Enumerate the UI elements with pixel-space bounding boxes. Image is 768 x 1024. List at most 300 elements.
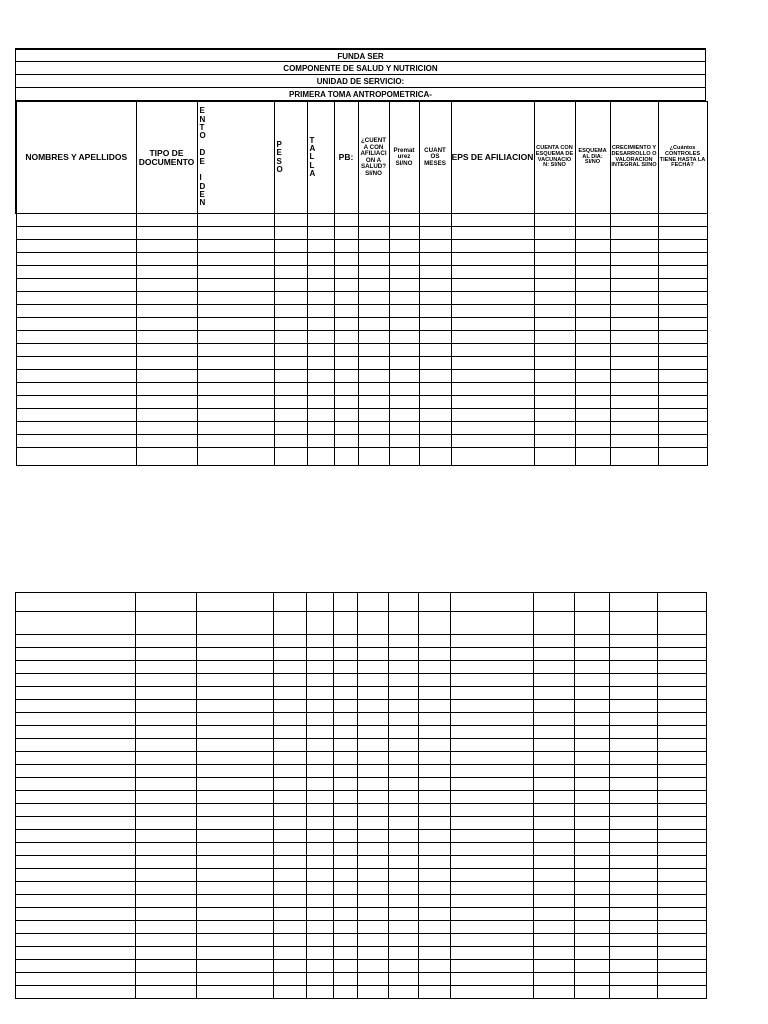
table-cell[interactable]	[16, 843, 136, 856]
table-cell[interactable]	[307, 383, 334, 396]
table-cell[interactable]	[16, 383, 136, 396]
table-cell[interactable]	[534, 687, 575, 700]
table-cell[interactable]	[197, 396, 274, 409]
table-cell[interactable]	[534, 713, 575, 726]
table-cell[interactable]	[575, 752, 610, 765]
table-cell[interactable]	[136, 713, 197, 726]
table-cell[interactable]	[534, 973, 575, 986]
table-cell[interactable]	[419, 214, 451, 227]
table-cell[interactable]	[307, 648, 334, 661]
table-cell[interactable]	[419, 292, 451, 305]
table-cell[interactable]	[358, 830, 389, 843]
table-cell[interactable]	[419, 318, 451, 331]
table-cell[interactable]	[610, 713, 658, 726]
table-cell[interactable]	[575, 726, 610, 739]
table-cell[interactable]	[658, 817, 707, 830]
table-cell[interactable]	[610, 817, 658, 830]
table-cell[interactable]	[358, 612, 389, 635]
table-cell[interactable]	[274, 635, 307, 648]
table-cell[interactable]	[534, 882, 575, 895]
table-cell[interactable]	[358, 409, 389, 422]
table-cell[interactable]	[136, 331, 197, 344]
table-cell[interactable]	[274, 422, 307, 435]
table-cell[interactable]	[534, 344, 575, 357]
table-cell[interactable]	[575, 856, 610, 869]
table-cell[interactable]	[389, 227, 419, 240]
table-cell[interactable]	[658, 739, 707, 752]
table-cell[interactable]	[575, 986, 610, 999]
table-cell[interactable]	[197, 635, 274, 648]
table-cell[interactable]	[419, 435, 451, 448]
table-cell[interactable]	[197, 344, 274, 357]
table-cell[interactable]	[610, 804, 658, 817]
table-cell[interactable]	[575, 960, 610, 973]
table-cell[interactable]	[610, 843, 658, 856]
table-cell[interactable]	[16, 635, 136, 648]
table-cell[interactable]	[274, 409, 307, 422]
table-cell[interactable]	[274, 921, 307, 934]
table-cell[interactable]	[419, 635, 451, 648]
table-cell[interactable]	[610, 856, 658, 869]
table-cell[interactable]	[307, 882, 334, 895]
table-cell[interactable]	[658, 921, 707, 934]
table-cell[interactable]	[451, 765, 534, 778]
table-cell[interactable]	[534, 895, 575, 908]
table-cell[interactable]	[419, 843, 451, 856]
table-cell[interactable]	[197, 830, 274, 843]
table-cell[interactable]	[136, 739, 197, 752]
table-cell[interactable]	[610, 292, 658, 305]
table-cell[interactable]	[658, 253, 707, 266]
table-cell[interactable]	[575, 344, 610, 357]
table-cell[interactable]	[307, 856, 334, 869]
table-cell[interactable]	[16, 357, 136, 370]
table-cell[interactable]	[274, 713, 307, 726]
table-cell[interactable]	[451, 856, 534, 869]
table-cell[interactable]	[274, 960, 307, 973]
table-cell[interactable]	[534, 921, 575, 934]
table-cell[interactable]	[136, 934, 197, 947]
table-cell[interactable]	[658, 435, 707, 448]
table-cell[interactable]	[274, 435, 307, 448]
table-cell[interactable]	[451, 292, 534, 305]
table-cell[interactable]	[136, 843, 197, 856]
table-cell[interactable]	[389, 934, 419, 947]
table-cell[interactable]	[197, 357, 274, 370]
table-cell[interactable]	[16, 700, 136, 713]
table-cell[interactable]	[16, 648, 136, 661]
table-cell[interactable]	[274, 648, 307, 661]
table-cell[interactable]	[389, 422, 419, 435]
table-cell[interactable]	[197, 856, 274, 869]
table-cell[interactable]	[334, 305, 358, 318]
table-cell[interactable]	[419, 739, 451, 752]
table-cell[interactable]	[358, 214, 389, 227]
table-cell[interactable]	[658, 279, 707, 292]
table-cell[interactable]	[451, 791, 534, 804]
table-cell[interactable]	[334, 934, 358, 947]
table-cell[interactable]	[451, 661, 534, 674]
table-cell[interactable]	[534, 869, 575, 882]
table-cell[interactable]	[16, 409, 136, 422]
table-cell[interactable]	[307, 973, 334, 986]
table-cell[interactable]	[197, 882, 274, 895]
table-cell[interactable]	[534, 960, 575, 973]
table-cell[interactable]	[389, 713, 419, 726]
table-cell[interactable]	[136, 778, 197, 791]
table-cell[interactable]	[136, 804, 197, 817]
table-cell[interactable]	[307, 934, 334, 947]
table-cell[interactable]	[136, 726, 197, 739]
table-cell[interactable]	[610, 765, 658, 778]
table-cell[interactable]	[575, 687, 610, 700]
table-cell[interactable]	[197, 674, 274, 687]
table-cell[interactable]	[307, 817, 334, 830]
table-cell[interactable]	[274, 765, 307, 778]
table-cell[interactable]	[610, 960, 658, 973]
table-cell[interactable]	[358, 856, 389, 869]
table-cell[interactable]	[419, 817, 451, 830]
table-cell[interactable]	[307, 804, 334, 817]
table-cell[interactable]	[274, 253, 307, 266]
table-cell[interactable]	[419, 266, 451, 279]
table-cell[interactable]	[534, 635, 575, 648]
table-cell[interactable]	[610, 344, 658, 357]
table-cell[interactable]	[16, 778, 136, 791]
table-cell[interactable]	[334, 882, 358, 895]
table-cell[interactable]	[610, 305, 658, 318]
table-cell[interactable]	[307, 752, 334, 765]
table-cell[interactable]	[358, 357, 389, 370]
table-cell[interactable]	[274, 895, 307, 908]
table-cell[interactable]	[658, 934, 707, 947]
table-cell[interactable]	[197, 266, 274, 279]
table-cell[interactable]	[334, 435, 358, 448]
table-cell[interactable]	[389, 726, 419, 739]
table-cell[interactable]	[16, 435, 136, 448]
table-cell[interactable]	[575, 830, 610, 843]
table-cell[interactable]	[451, 409, 534, 422]
table-cell[interactable]	[419, 253, 451, 266]
table-cell[interactable]	[419, 973, 451, 986]
table-cell[interactable]	[451, 253, 534, 266]
table-cell[interactable]	[358, 253, 389, 266]
table-cell[interactable]	[658, 856, 707, 869]
table-cell[interactable]	[307, 370, 334, 383]
table-cell[interactable]	[334, 986, 358, 999]
table-cell[interactable]	[307, 396, 334, 409]
table-cell[interactable]	[136, 687, 197, 700]
table-cell[interactable]	[419, 830, 451, 843]
table-cell[interactable]	[307, 344, 334, 357]
table-cell[interactable]	[575, 357, 610, 370]
table-cell[interactable]	[451, 648, 534, 661]
table-cell[interactable]	[334, 383, 358, 396]
table-cell[interactable]	[197, 240, 274, 253]
table-cell[interactable]	[658, 612, 707, 635]
table-cell[interactable]	[307, 791, 334, 804]
table-cell[interactable]	[451, 396, 534, 409]
table-cell[interactable]	[197, 292, 274, 305]
table-cell[interactable]	[610, 593, 658, 612]
table-cell[interactable]	[389, 266, 419, 279]
table-cell[interactable]	[136, 895, 197, 908]
table-cell[interactable]	[575, 804, 610, 817]
table-cell[interactable]	[334, 674, 358, 687]
table-cell[interactable]	[451, 986, 534, 999]
table-cell[interactable]	[575, 674, 610, 687]
table-cell[interactable]	[658, 778, 707, 791]
table-cell[interactable]	[197, 947, 274, 960]
table-cell[interactable]	[334, 253, 358, 266]
table-cell[interactable]	[610, 973, 658, 986]
table-cell[interactable]	[610, 279, 658, 292]
table-cell[interactable]	[610, 921, 658, 934]
table-cell[interactable]	[358, 804, 389, 817]
table-cell[interactable]	[307, 227, 334, 240]
table-cell[interactable]	[307, 635, 334, 648]
table-cell[interactable]	[658, 830, 707, 843]
table-cell[interactable]	[274, 687, 307, 700]
table-cell[interactable]	[197, 435, 274, 448]
table-cell[interactable]	[358, 687, 389, 700]
table-cell[interactable]	[451, 869, 534, 882]
table-cell[interactable]	[334, 869, 358, 882]
table-cell[interactable]	[334, 370, 358, 383]
table-cell[interactable]	[197, 661, 274, 674]
table-cell[interactable]	[307, 435, 334, 448]
table-cell[interactable]	[610, 934, 658, 947]
table-cell[interactable]	[274, 227, 307, 240]
table-cell[interactable]	[575, 612, 610, 635]
table-cell[interactable]	[136, 947, 197, 960]
table-cell[interactable]	[136, 357, 197, 370]
table-cell[interactable]	[658, 895, 707, 908]
table-cell[interactable]	[610, 674, 658, 687]
table-cell[interactable]	[197, 752, 274, 765]
table-cell[interactable]	[658, 973, 707, 986]
table-cell[interactable]	[334, 612, 358, 635]
table-cell[interactable]	[575, 739, 610, 752]
table-cell[interactable]	[307, 240, 334, 253]
table-cell[interactable]	[334, 765, 358, 778]
table-cell[interactable]	[534, 370, 575, 383]
table-cell[interactable]	[358, 947, 389, 960]
table-cell[interactable]	[274, 318, 307, 331]
table-cell[interactable]	[451, 843, 534, 856]
table-cell[interactable]	[610, 947, 658, 960]
table-cell[interactable]	[658, 266, 707, 279]
table-cell[interactable]	[16, 674, 136, 687]
table-cell[interactable]	[136, 882, 197, 895]
table-cell[interactable]	[389, 344, 419, 357]
table-cell[interactable]	[534, 830, 575, 843]
table-cell[interactable]	[136, 214, 197, 227]
table-cell[interactable]	[610, 396, 658, 409]
table-cell[interactable]	[136, 869, 197, 882]
table-cell[interactable]	[419, 240, 451, 253]
table-cell[interactable]	[197, 895, 274, 908]
table-cell[interactable]	[419, 648, 451, 661]
table-cell[interactable]	[334, 396, 358, 409]
table-cell[interactable]	[16, 593, 136, 612]
table-cell[interactable]	[136, 791, 197, 804]
table-cell[interactable]	[389, 396, 419, 409]
table-cell[interactable]	[534, 778, 575, 791]
table-cell[interactable]	[16, 253, 136, 266]
table-cell[interactable]	[16, 960, 136, 973]
table-cell[interactable]	[451, 305, 534, 318]
table-cell[interactable]	[334, 635, 358, 648]
table-cell[interactable]	[197, 700, 274, 713]
table-cell[interactable]	[389, 409, 419, 422]
table-cell[interactable]	[136, 700, 197, 713]
table-cell[interactable]	[334, 830, 358, 843]
table-cell[interactable]	[274, 661, 307, 674]
table-cell[interactable]	[419, 856, 451, 869]
table-cell[interactable]	[16, 921, 136, 934]
table-cell[interactable]	[658, 700, 707, 713]
table-cell[interactable]	[419, 726, 451, 739]
table-cell[interactable]	[419, 934, 451, 947]
table-cell[interactable]	[419, 882, 451, 895]
table-cell[interactable]	[658, 986, 707, 999]
table-cell[interactable]	[197, 383, 274, 396]
table-cell[interactable]	[16, 804, 136, 817]
table-cell[interactable]	[307, 266, 334, 279]
table-cell[interactable]	[389, 856, 419, 869]
table-cell[interactable]	[136, 422, 197, 435]
table-cell[interactable]	[307, 895, 334, 908]
table-cell[interactable]	[197, 227, 274, 240]
table-cell[interactable]	[307, 921, 334, 934]
table-cell[interactable]	[358, 843, 389, 856]
table-cell[interactable]	[274, 882, 307, 895]
table-cell[interactable]	[451, 318, 534, 331]
table-cell[interactable]	[451, 908, 534, 921]
table-cell[interactable]	[534, 752, 575, 765]
table-cell[interactable]	[419, 700, 451, 713]
table-cell[interactable]	[419, 331, 451, 344]
table-cell[interactable]	[575, 253, 610, 266]
table-cell[interactable]	[274, 331, 307, 344]
table-cell[interactable]	[197, 612, 274, 635]
table-cell[interactable]	[389, 700, 419, 713]
table-cell[interactable]	[389, 279, 419, 292]
table-cell[interactable]	[658, 227, 707, 240]
table-cell[interactable]	[334, 648, 358, 661]
table-cell[interactable]	[274, 739, 307, 752]
table-cell[interactable]	[658, 214, 707, 227]
table-cell[interactable]	[197, 869, 274, 882]
table-cell[interactable]	[575, 318, 610, 331]
table-cell[interactable]	[307, 986, 334, 999]
table-cell[interactable]	[307, 422, 334, 435]
table-cell[interactable]	[451, 739, 534, 752]
table-cell[interactable]	[534, 253, 575, 266]
table-cell[interactable]	[389, 895, 419, 908]
table-cell[interactable]	[274, 612, 307, 635]
table-cell[interactable]	[389, 635, 419, 648]
table-cell[interactable]	[16, 612, 136, 635]
table-cell[interactable]	[197, 986, 274, 999]
table-cell[interactable]	[274, 214, 307, 227]
table-cell[interactable]	[307, 947, 334, 960]
table-cell[interactable]	[197, 687, 274, 700]
table-cell[interactable]	[358, 648, 389, 661]
table-cell[interactable]	[136, 612, 197, 635]
table-cell[interactable]	[575, 648, 610, 661]
table-cell[interactable]	[451, 830, 534, 843]
table-cell[interactable]	[451, 973, 534, 986]
table-cell[interactable]	[610, 214, 658, 227]
table-cell[interactable]	[136, 661, 197, 674]
table-cell[interactable]	[16, 947, 136, 960]
table-cell[interactable]	[658, 843, 707, 856]
table-cell[interactable]	[389, 661, 419, 674]
table-cell[interactable]	[358, 227, 389, 240]
table-cell[interactable]	[419, 713, 451, 726]
table-cell[interactable]	[197, 409, 274, 422]
table-cell[interactable]	[307, 409, 334, 422]
table-cell[interactable]	[358, 752, 389, 765]
table-cell[interactable]	[197, 448, 274, 466]
table-cell[interactable]	[389, 830, 419, 843]
table-cell[interactable]	[451, 593, 534, 612]
table-cell[interactable]	[534, 739, 575, 752]
table-cell[interactable]	[197, 713, 274, 726]
table-cell[interactable]	[16, 370, 136, 383]
table-cell[interactable]	[451, 882, 534, 895]
table-cell[interactable]	[658, 422, 707, 435]
table-cell[interactable]	[658, 593, 707, 612]
table-cell[interactable]	[419, 986, 451, 999]
table-cell[interactable]	[389, 778, 419, 791]
table-cell[interactable]	[136, 383, 197, 396]
table-cell[interactable]	[389, 674, 419, 687]
table-cell[interactable]	[610, 331, 658, 344]
table-cell[interactable]	[16, 687, 136, 700]
table-cell[interactable]	[136, 908, 197, 921]
table-cell[interactable]	[610, 370, 658, 383]
table-cell[interactable]	[358, 370, 389, 383]
table-cell[interactable]	[610, 882, 658, 895]
table-cell[interactable]	[334, 843, 358, 856]
table-cell[interactable]	[334, 856, 358, 869]
table-cell[interactable]	[610, 383, 658, 396]
table-cell[interactable]	[136, 370, 197, 383]
table-cell[interactable]	[358, 908, 389, 921]
table-cell[interactable]	[534, 817, 575, 830]
table-cell[interactable]	[274, 383, 307, 396]
table-cell[interactable]	[389, 331, 419, 344]
table-cell[interactable]	[610, 687, 658, 700]
table-cell[interactable]	[307, 279, 334, 292]
table-cell[interactable]	[575, 778, 610, 791]
table-cell[interactable]	[575, 947, 610, 960]
table-cell[interactable]	[16, 318, 136, 331]
table-cell[interactable]	[451, 687, 534, 700]
table-cell[interactable]	[451, 752, 534, 765]
table-cell[interactable]	[419, 279, 451, 292]
table-cell[interactable]	[658, 661, 707, 674]
table-cell[interactable]	[534, 593, 575, 612]
table-cell[interactable]	[274, 240, 307, 253]
table-cell[interactable]	[610, 635, 658, 648]
table-cell[interactable]	[274, 830, 307, 843]
table-cell[interactable]	[419, 908, 451, 921]
table-cell[interactable]	[358, 266, 389, 279]
